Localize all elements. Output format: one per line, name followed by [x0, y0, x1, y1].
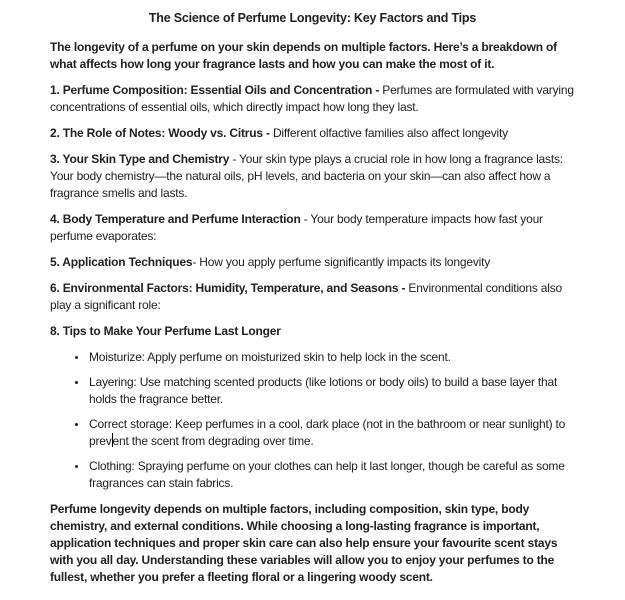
section-paragraph-2 [50, 125, 575, 142]
section-heading: 2. The Role of Notes: Woody vs. Citrus - [50, 126, 270, 140]
section-heading: 3. Your Skin Type and Chemistry [50, 152, 230, 166]
section-heading: 4. Body Temperature and Perfume Interaction [50, 212, 301, 226]
section-paragraph-6 [50, 280, 575, 314]
tip-text: Correct storage: Keep perfumes in a cool, dark place (not in the bathroom or near sunlight) to prev [89, 417, 566, 448]
tip-item-clothing [88, 458, 575, 492]
section-paragraph-3 [50, 151, 575, 202]
closing-paragraph: Perfume longevity depends on multiple factors, including composition, skin type, body chemistry, and external conditions. While choosing a long-lasting fragrance is important, application techniques and proper skin care can also help ensure your favourite scent stays with you all day. Understanding these variables will allow you to enjoy your perfumes to the fullest, whether you prefer a fleeting floral or a lingering woody scent. [50, 502, 558, 584]
tip-item-correct-storage [88, 416, 575, 450]
section-body: - Your body temperature impacts how fast your perfume evaporates: [50, 212, 543, 243]
section-heading: 1. Perfume Composition: Essential Oils and Concentration - [50, 83, 380, 97]
tip-text: Moisturize: Apply perfume on moisturized skin to help lock in the scent. [89, 350, 451, 364]
tips-heading: 8. Tips to Make Your Perfume Last Longer [50, 324, 281, 338]
tip-item-moisturize [88, 349, 575, 366]
tip-item-layering [88, 374, 575, 408]
section-body: Different olfactive families also affect longevity [269, 126, 508, 140]
section-heading: 5. Application Techniques [50, 255, 193, 269]
section-heading: 6. Environmental Factors: Humidity, Temperature, and Seasons - [50, 281, 406, 295]
section-paragraph-1 [50, 82, 575, 116]
section-paragraph-4 [50, 211, 575, 245]
tips-list [50, 349, 575, 492]
section-body: - How you apply perfume significantly impacts its longevity [192, 255, 491, 269]
section-body: Perfumes are formulated with varying concentrations of essential oils, which directly impact how long they last. [50, 83, 574, 114]
tip-text: ent the scent from degrading over time. [112, 434, 314, 448]
tip-text: Layering: Use matching scented products (like lotions or body oils) to build a base layer that holds the fragrance better. [89, 375, 558, 406]
section-body: Environmental conditions also play a significant role: [50, 281, 563, 312]
tip-text: Clothing: Spraying perfume on your clothes can help it last longer, though be careful as some fragrances can stain fabrics. [89, 459, 565, 490]
intro-paragraph: The longevity of a perfume on your skin depends on multiple factors. Here’s a breakdown of what affects how long your fragrance lasts and how you can make the most of it. [50, 40, 557, 71]
section-paragraph-5 [50, 254, 575, 271]
page-title: The Science of Perfume Longevity: Key Factors and Tips [148, 11, 477, 25]
section-body: - Your skin type plays a crucial role in how long a fragrance lasts: Your body chemistry—the natural oils, pH levels, and bacteria on your skin—can also affect how a fragrance smells and lasts. [50, 152, 563, 200]
